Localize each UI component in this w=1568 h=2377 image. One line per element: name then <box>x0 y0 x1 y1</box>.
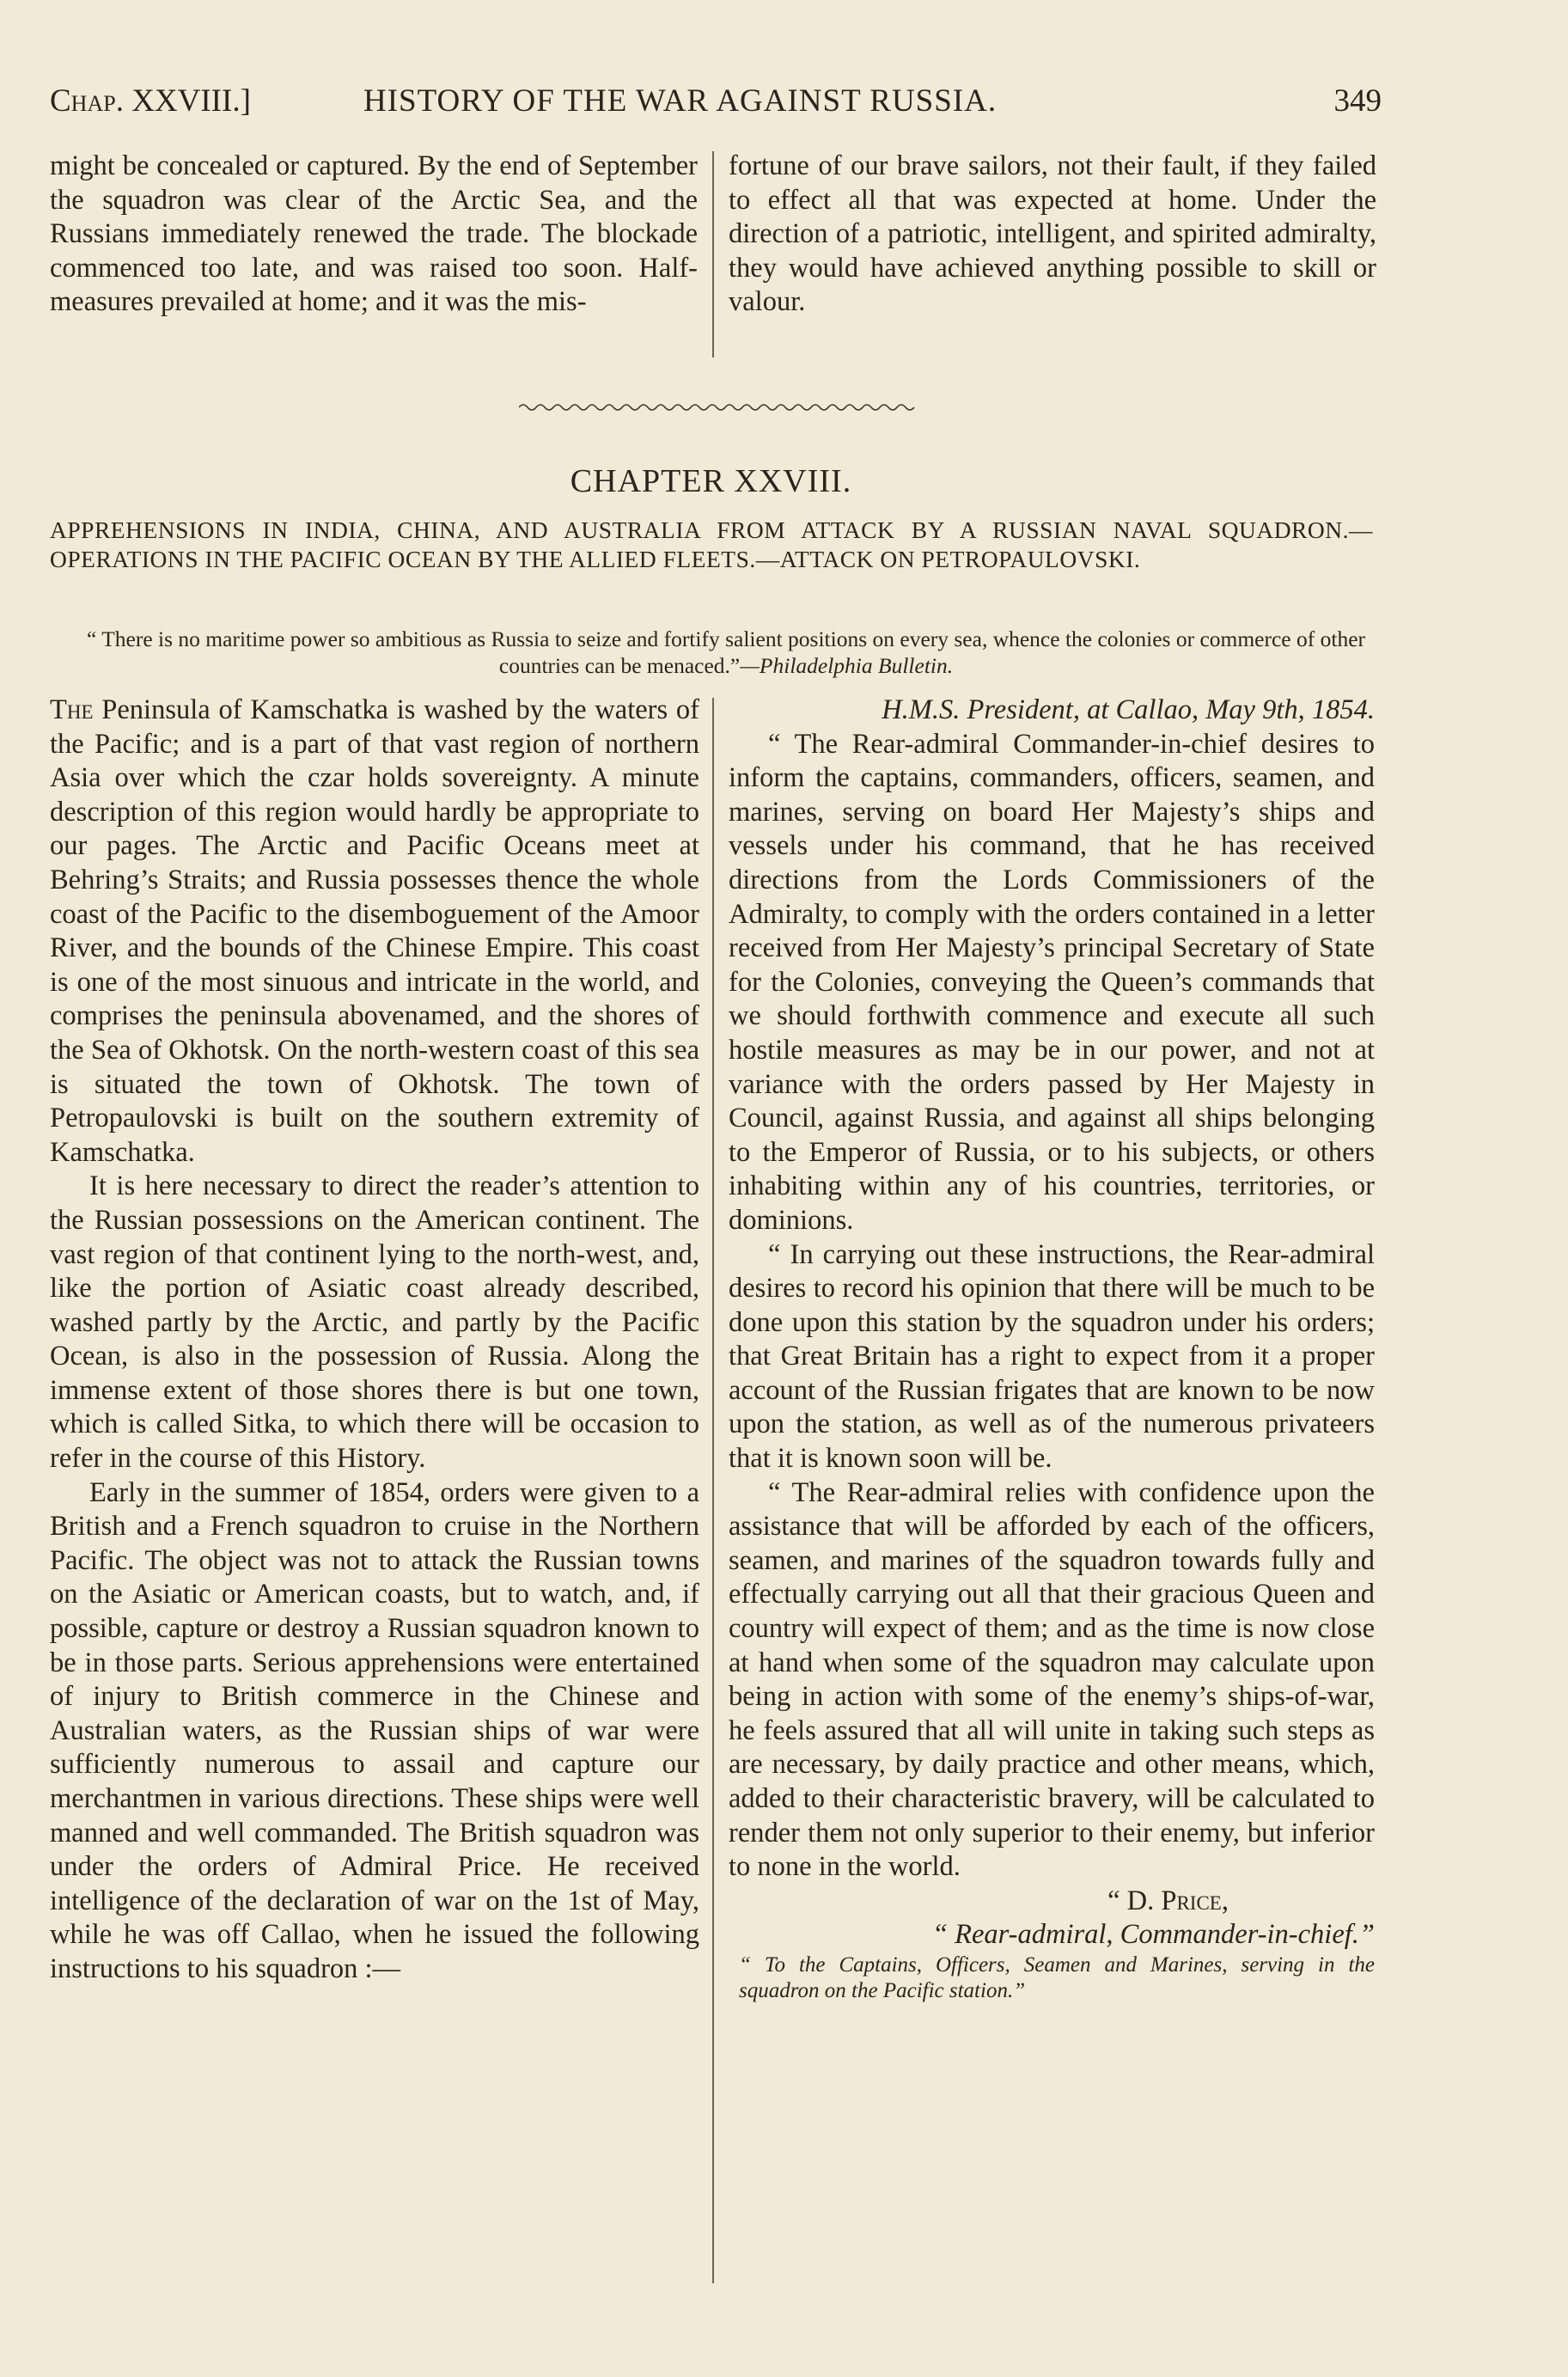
signature-name: “ D. Price, <box>1107 1885 1229 1916</box>
chapter-title: CHAPTER XXVIII. <box>570 463 852 499</box>
main-left-column <box>50 694 699 1987</box>
letter-paragraph: “ The Rear-admiral Commander-in-chief desires to inform the captains, commanders, officers, seamen, and marines, serving on board Her Majesty’s ships and vessels under his command, that he has received directions from the Lords Commissioners of the Admiralty, to comply with the orders contained in a letter received from Her Majesty’s principal Secretary of State for the Colonies, conveying the Queen’s commands that we should forthwith commence and execute all such hostile measures as may be in our power, and not at variance with the orders passed by Her Majesty in Council, against Russia, and against all ships belonging to the Emperor of Russia, or to his subjects, or others inhabiting within any of his countries, territories, or dominions. <box>729 728 1375 1236</box>
letter-paragraph: “ The Rear-admiral relies with confidence upon the assistance that will be afforded by each of the officers, seamen, and marines of the squadron towards fully and effectually carrying out all that their gracious Queen and country will expect of them; and as the time is now close at hand when some of the squadron may calculate upon being in action with some of the enemy’s ships-of-war, he feels assured that all will unite in taking such steps as are necessary, by daily practice and other means, which, added to their characteristic bravery, will be calculated to render them not only superior to their enemy, but inferior to none in the world. <box>729 1476 1375 1883</box>
paragraph: It is here necessary to direct the reader’s attention to the Russian possessions on the American continent. The vast region of that continent lying to the north-west, and, like the portion of Asiatic coast already described, washed partly by the Arctic, and partly by the Pacific Ocean, is also in the possession of Russia. Along the immense extent of those shores there is but one town, which is called Sitka, to which there will be occasion to refer in the course of this History. <box>50 1170 699 1475</box>
chapter-summary: APPREHENSIONS IN INDIA, CHINA, AND AUSTRALIA FROM ATTACK BY A RUSSIAN NAVAL SQUADRON.—OPERATIONS IN THE PACIFIC OCEAN BY THE ALLIED FLEETS.—ATTACK ON PETROPAULOVSKI. <box>50 516 1373 572</box>
epigraph-quote: “ There is no maritime power so ambitious as Russia to seize and fortify salient positions on every sea, whence the colonies or commerce of other countries can be menaced.” <box>86 626 1366 678</box>
top-right-column <box>729 150 1376 320</box>
letter-paragraph: “ In carrying out these instructions, the Rear-admiral desires to record his opinion that there will be much to be done upon this station by the squadron under his orders; that Great Britain has a right to expect from it a proper account of the Russian frigates that are known to be now upon the station, as well as of the numerous privateers that it is known soon will be. <box>729 1238 1375 1475</box>
epigraph <box>86 626 1366 679</box>
paragraph <box>50 694 699 1170</box>
signature-title: “ Rear-admiral, Commander-in-chief.” <box>931 1919 1375 1951</box>
letter-dateline: H.M.S. President, at Callao, May 9th, 1854. <box>882 694 1375 725</box>
continued-paragraph: might be concealed or captured. By the end of September the squadron was clear of the Arctic Sea, and the Russians immediately renewed the trade. The blockade commenced too late, and was raised too soon. Half-measures prevailed at home; and it was the mis- <box>50 150 698 318</box>
running-title: HISTORY OF THE WAR AGAINST RUSSIA. <box>363 83 998 119</box>
page-number: 349 <box>1333 83 1382 119</box>
chapter-marker: Chap. XXVIII.] <box>50 83 251 119</box>
paragraph: Early in the summer of 1854, orders were given to a British and a French squadron to cruise in the Northern Pacific. The object was not to attack the Russian towns on the Asiatic or American coasts, but to watch, and, if possible, capture or destroy a Russian squadron known to be in those parts. Serious apprehensions were entertained of injury to British commerce in the Chinese and Australian waters, as the Russian ships of war were sufficiently numerous to assail and capture our merchantmen in various directions. These ships were well manned and well commanded. The British squadron was under the orders of Admiral Price. He received intelligence of the declaration of war on the 1st of May, while he was off Callao, when he issued the following instructions to his squadron :— <box>50 1476 699 1984</box>
epigraph-source: —Philadelphia Bulletin. <box>740 653 954 678</box>
letter-address: “ To the Captains, Officers, Seamen and Marines, serving in the squadron on the Pacific station.” <box>739 1952 1375 2002</box>
main-right-column <box>729 694 1375 2004</box>
drop-word: The <box>50 694 94 725</box>
paragraph-text: Peninsula of Kamschatka is washed by the waters of the Pacific; and is a part of that vast region of northern Asia over which the czar holds sovereignty. A minute description of this region would hardly be appropriate to our pages. The Arctic and Pacific Oceans meet at Behring’s Straits; and Russia possesses thence the whole coast of the Pacific to the disemboguement of the Amoor River, and the bounds of the Chinese Empire. This coast is one of the most sinuous and intricate in the world, and comprises the peninsula abovenamed, and the shores of the Sea of Okhotsk. On the north-western coast of this sea is situated the town of Okhotsk. The town of Petropaulovski is built on the southern extremity of Kamschatka. <box>50 694 699 1168</box>
main-column-rule <box>712 698 714 2283</box>
top-column-rule <box>712 151 714 357</box>
top-left-column <box>50 150 698 320</box>
running-header <box>50 82 1382 127</box>
wavy-divider-ornament <box>519 402 916 412</box>
continued-paragraph-end: fortune of our brave sailors, not their fault, if they failed to effect all that was expected at home. Under the direction of a patriotic, intelligent, and spirited admiralty, they would have achieved anything possible to skill or valour. <box>729 150 1376 318</box>
